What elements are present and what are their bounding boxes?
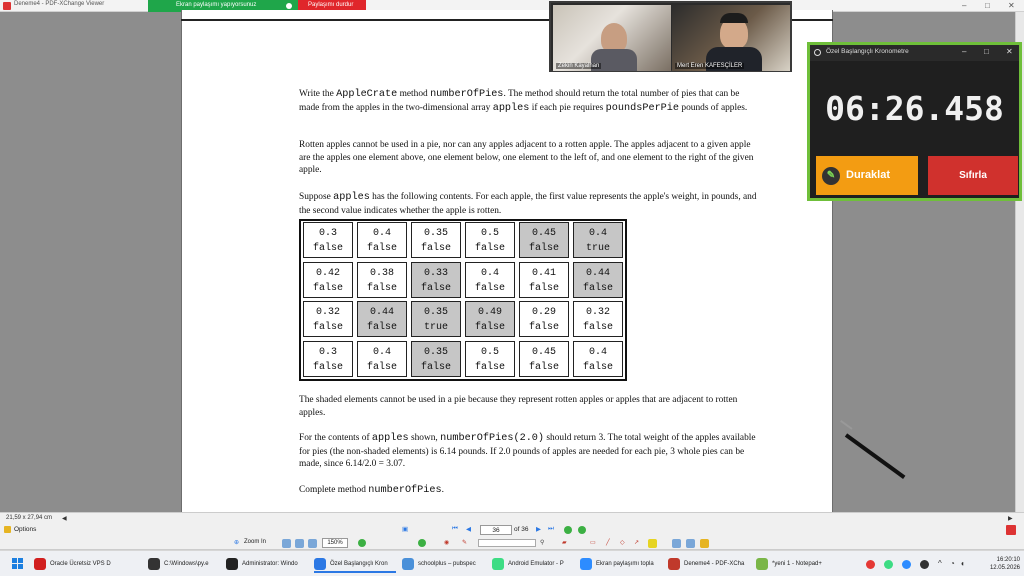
reset-button[interactable]: Sıfırla (928, 156, 1018, 195)
pause-label: Duraklat (846, 169, 891, 181)
zoom-level-select[interactable]: 150% (322, 538, 348, 548)
app-icon (668, 558, 680, 570)
apple-weight: 0.38 (369, 267, 394, 279)
apple-cell (357, 222, 407, 258)
pencil-icon[interactable]: ✎ (822, 167, 840, 185)
apple-rotten-flag: false (474, 361, 505, 373)
apple-cell (573, 301, 623, 337)
apple-cell (573, 262, 623, 298)
apple-weight: 0.3 (318, 346, 337, 358)
search-icon[interactable]: ⚲ (540, 540, 545, 546)
participant-name-2: Mert Eren KAFESÇİLER (677, 63, 743, 69)
apple-weight: 0.35 (423, 307, 448, 318)
hand-tool-icon[interactable]: ▣ (402, 526, 409, 533)
tray-record-icon[interactable] (920, 560, 929, 569)
app-icon (580, 558, 592, 570)
rotate-icon[interactable] (418, 539, 426, 547)
scroll-left-icon[interactable]: ◀ (62, 516, 67, 522)
apple-cell (411, 341, 461, 377)
taskbar-app-label: *yeni 1 - Notepad+ (772, 561, 822, 567)
apple-weight: 0.44 (369, 307, 394, 318)
stopwatch-window (807, 42, 1022, 201)
stopwatch-time: 06:26.458 (825, 89, 1004, 128)
apple-rotten-flag: false (420, 361, 451, 373)
text-run: if each pie requires (529, 102, 606, 113)
zoom-in-icon[interactable]: ⊕ (234, 540, 240, 546)
apple-cell (519, 341, 569, 377)
windows-taskbar (0, 550, 1024, 576)
apple-rotten-flag: false (420, 243, 451, 254)
apple-cell (303, 262, 353, 298)
app-icon (148, 558, 160, 570)
stopwatch-maximize-button[interactable]: □ (984, 47, 989, 56)
snapshot-icon[interactable]: ◉ (444, 540, 450, 546)
apple-weight: 0.35 (423, 228, 448, 239)
app-icon (3, 2, 11, 10)
minimize-button[interactable]: – (962, 1, 967, 10)
apple-weight: 0.4 (588, 346, 607, 358)
pause-button[interactable] (816, 156, 918, 195)
code-token: numberOfPies (430, 89, 504, 100)
apple-cell (465, 262, 515, 298)
apple-rotten-flag: false (582, 361, 613, 373)
shaded-note-paragraph: The shaded elements cannot be used in a pie because they represent rotten apples or apples that are adjacent to rotten apples. (299, 395, 738, 418)
apple-cell (519, 262, 569, 298)
code-token: apples (492, 102, 530, 114)
apple-weight: 0.41 (531, 267, 556, 279)
apple-weight: 0.3 (318, 228, 337, 239)
apple-rotten-flag: false (420, 282, 451, 294)
apple-rotten-flag: false (474, 243, 505, 254)
apple-cell (357, 301, 407, 337)
text-run: pounds of apples. (679, 102, 748, 113)
apple-rotten-flag: false (366, 361, 397, 373)
clock-date: 12.05.2026 (989, 565, 1020, 571)
apple-weight: 0.4 (588, 228, 607, 239)
page-number-input[interactable]: 36 (480, 525, 512, 535)
text-run: For the contents of (299, 433, 372, 443)
taskbar-app-label: schoolplus – pubspec (418, 561, 476, 567)
apple-rotten-flag: false (528, 322, 559, 333)
apple-rotten-flag: false (366, 243, 397, 254)
page-total-label: of 36 (514, 526, 529, 533)
taskbar-app-button[interactable] (492, 555, 572, 573)
apple-weight: 0.44 (585, 267, 610, 279)
rotten-rule-paragraph: Rotten apples cannot be used in a pie, nor can any apples adjacent to a rotten apple. The apples adjacent to a given apple are the apples one element above, one element below, one element to the left of, and one element to the right of the given apple. (299, 140, 754, 175)
note-tool-icon[interactable] (648, 539, 657, 548)
close-button[interactable]: ✕ (1008, 1, 1015, 10)
app-icon (226, 558, 238, 570)
page-size-label: 21,59 x 27,94 cm (6, 515, 53, 521)
app-icon (314, 558, 326, 570)
apple-cell (465, 341, 515, 377)
apple-rotten-flag: false (366, 282, 397, 294)
apple-cell (411, 301, 461, 337)
stopwatch-minimize-button[interactable]: – (962, 47, 967, 56)
apple-weight: 0.4 (372, 346, 391, 358)
app-icon (756, 558, 768, 570)
participant-video-1 (553, 5, 671, 71)
apple-rotten-flag: false (312, 282, 343, 294)
scroll-right-icon[interactable]: ▶ (1008, 516, 1013, 522)
previous-page-icon[interactable]: ◀ (466, 526, 471, 533)
taskbar-app-label: Android Emulator - P (508, 561, 564, 567)
stopwatch-close-button[interactable]: ✕ (1006, 47, 1013, 56)
apple-weight: 0.49 (477, 307, 502, 318)
zoom-toolbar (0, 536, 1024, 550)
system-clock[interactable] (970, 556, 1020, 572)
share-banner-text: Ekran paylaşımı yapıyorsunuz (176, 2, 257, 8)
text-run: Suppose (299, 192, 334, 202)
taskbar-app-button[interactable] (34, 555, 140, 573)
taskbar-app-label: C:\Windows\py.e (164, 561, 209, 567)
wifi-icon[interactable]: ◔ (950, 559, 955, 568)
apple-cell (357, 341, 407, 377)
options-icon[interactable] (4, 526, 11, 533)
back-icon[interactable] (564, 526, 572, 534)
apple-weight: 0.35 (423, 346, 448, 358)
taskbar-app-button[interactable] (756, 555, 836, 573)
apple-weight: 0.4 (372, 228, 391, 239)
text-run: shown, (408, 433, 441, 443)
stopwatch-title: Özel Başlangıçlı Kronometre (826, 48, 909, 55)
code-token: poundsPerPie (605, 102, 680, 114)
apple-weight: 0.42 (315, 267, 340, 279)
video-call-panel[interactable] (549, 1, 792, 72)
taskbar-app-button[interactable] (148, 555, 218, 573)
suppose-paragraph (299, 191, 759, 217)
apple-weight: 0.5 (480, 228, 499, 239)
apple-rotten-flag: false (582, 282, 613, 294)
apple-weight: 0.32 (585, 307, 610, 318)
chevron-up-icon[interactable]: ^ (938, 559, 942, 568)
next-page-icon[interactable]: ▶ (536, 526, 541, 533)
apple-rotten-flag: false (312, 322, 343, 333)
text-run: Write the (299, 89, 337, 99)
apple-cell (573, 341, 623, 377)
app-icon (34, 558, 46, 570)
apple-rotten-flag: false (366, 322, 397, 333)
actual-size-icon[interactable] (282, 539, 291, 548)
shape-tool-icon[interactable]: ◇ (620, 540, 625, 546)
last-page-icon[interactable]: ⏭ (548, 525, 554, 532)
volume-icon[interactable]: ◖ (960, 559, 965, 568)
share-indicator-icon (286, 3, 292, 9)
maximize-button[interactable]: □ (985, 1, 990, 10)
code-token: AppleCrate (336, 89, 398, 100)
taskbar-app-label: Administrator: Windo (242, 561, 298, 567)
search-input[interactable] (478, 539, 536, 547)
participant-hair-2 (720, 13, 748, 23)
text-run: should return 3. The total weight of the apples available for pies (the non-shaded elements) is 6.14 pounds. If 2.0 pounds of apples are needed for each pie, 3 whole pies can be made, since 6.14/2.0 = 3.07. (299, 433, 756, 469)
fit-page-icon[interactable] (295, 539, 304, 548)
status-bar (0, 512, 1024, 524)
apple-rotten-flag: false (528, 361, 559, 373)
taskbar-app-label: Deneme4 - PDF-XCha (684, 561, 745, 567)
apple-weight: 0.29 (531, 307, 556, 318)
apple-weight: 0.45 (531, 228, 556, 239)
apple-cell (303, 301, 353, 337)
taskbar-app-button[interactable] (314, 555, 396, 573)
tray-zoom-icon[interactable] (902, 560, 911, 569)
pdf-tool-icon[interactable] (1006, 525, 1016, 535)
line-tool-icon[interactable]: ╱ (606, 540, 610, 546)
callout-icon[interactable] (700, 539, 709, 548)
apple-cell (411, 262, 461, 298)
apple-rotten-flag: true (423, 322, 448, 333)
apple-rotten-flag: false (474, 282, 505, 294)
arrow-tool-icon[interactable]: ↗ (634, 540, 640, 546)
clock-time: 16:20:10 (996, 557, 1020, 563)
complete-method-paragraph (299, 484, 759, 498)
taskbar-app-button[interactable] (668, 555, 748, 573)
apple-rotten-flag: false (528, 243, 559, 254)
apple-rotten-flag: false (312, 361, 343, 373)
taskbar-app-button[interactable] (402, 555, 486, 573)
comment-icon[interactable]: ✎ (462, 540, 468, 546)
text-run: . (441, 485, 444, 495)
text-run: Complete method (299, 485, 369, 495)
app-icon (402, 558, 414, 570)
taskbar-app-label: Özel Başlangıçlı Kron (330, 561, 388, 567)
code-token: numberOfPies (368, 485, 442, 496)
apples-grid (299, 219, 627, 381)
taskbar-app-label: Oracle Ücretsiz VPS D (50, 561, 111, 567)
first-page-icon[interactable]: ⏮ (452, 525, 458, 532)
apple-weight: 0.33 (423, 267, 448, 279)
app-icon (492, 558, 504, 570)
apple-cell (519, 301, 569, 337)
rectangle-tool-icon[interactable]: ▭ (590, 540, 596, 546)
navigation-bar (0, 524, 1024, 536)
example-paragraph (299, 432, 759, 471)
typewriter-icon[interactable] (686, 539, 695, 548)
code-token: apples (371, 433, 409, 444)
participant-video-2 (672, 5, 790, 71)
start-button[interactable] (12, 558, 24, 570)
text-run: has the following contents. For each apple, the first value represents the apple's weight, in pounds, and the second value indicates whether the apple is rotten. (299, 192, 757, 216)
apple-cell (465, 301, 515, 337)
code-token: numberOfPies(2.0) (440, 433, 545, 444)
stopwatch-title-bar (810, 45, 1019, 61)
text-run: method (397, 89, 431, 99)
apple-rotten-flag: false (474, 322, 505, 333)
participant-name-1: Zekin Kayalhan (558, 63, 600, 69)
apple-cell (519, 222, 569, 258)
apple-rotten-flag: false (528, 282, 559, 294)
apple-weight: 0.4 (480, 267, 499, 279)
apple-cell (303, 222, 353, 258)
apple-weight: 0.32 (315, 307, 340, 318)
apple-weight: 0.45 (531, 346, 556, 358)
apple-cell (357, 262, 407, 298)
options-menu[interactable]: Options (14, 526, 37, 533)
text-run: . The method should return the total number of pies that can be made from the apples in the two-dimensional array (299, 89, 740, 113)
taskbar-app-label: Ekran paylaşımı topla (596, 561, 654, 567)
tray-app-icon[interactable] (866, 560, 875, 569)
apple-cell (465, 222, 515, 258)
fit-width-icon[interactable] (308, 539, 317, 548)
apple-cell (573, 222, 623, 258)
zoom-out-icon[interactable] (358, 539, 366, 547)
apple-weight: 0.5 (480, 346, 499, 358)
taskbar-app-button[interactable] (580, 555, 662, 573)
forward-icon[interactable] (578, 526, 586, 534)
apple-rotten-flag: false (582, 322, 613, 333)
apple-rotten-flag: false (312, 243, 343, 254)
code-token: apples (333, 192, 370, 203)
stamp-tool-icon[interactable] (672, 539, 681, 548)
taskbar-app-button[interactable] (226, 555, 306, 573)
window-title: Deneme4 - PDF-XChange Viewer (14, 1, 105, 7)
intro-paragraph (299, 88, 759, 115)
zoom-in-button[interactable]: Zoom In (244, 539, 267, 545)
apple-rotten-flag: true (585, 243, 610, 254)
apple-cell (303, 341, 353, 377)
highlight-icon[interactable]: ▰ (562, 540, 567, 546)
stopwatch-icon (814, 49, 821, 56)
stop-share-label: Paylaşımı durdur (308, 2, 354, 8)
apple-cell (411, 222, 461, 258)
tray-android-icon[interactable] (884, 560, 893, 569)
